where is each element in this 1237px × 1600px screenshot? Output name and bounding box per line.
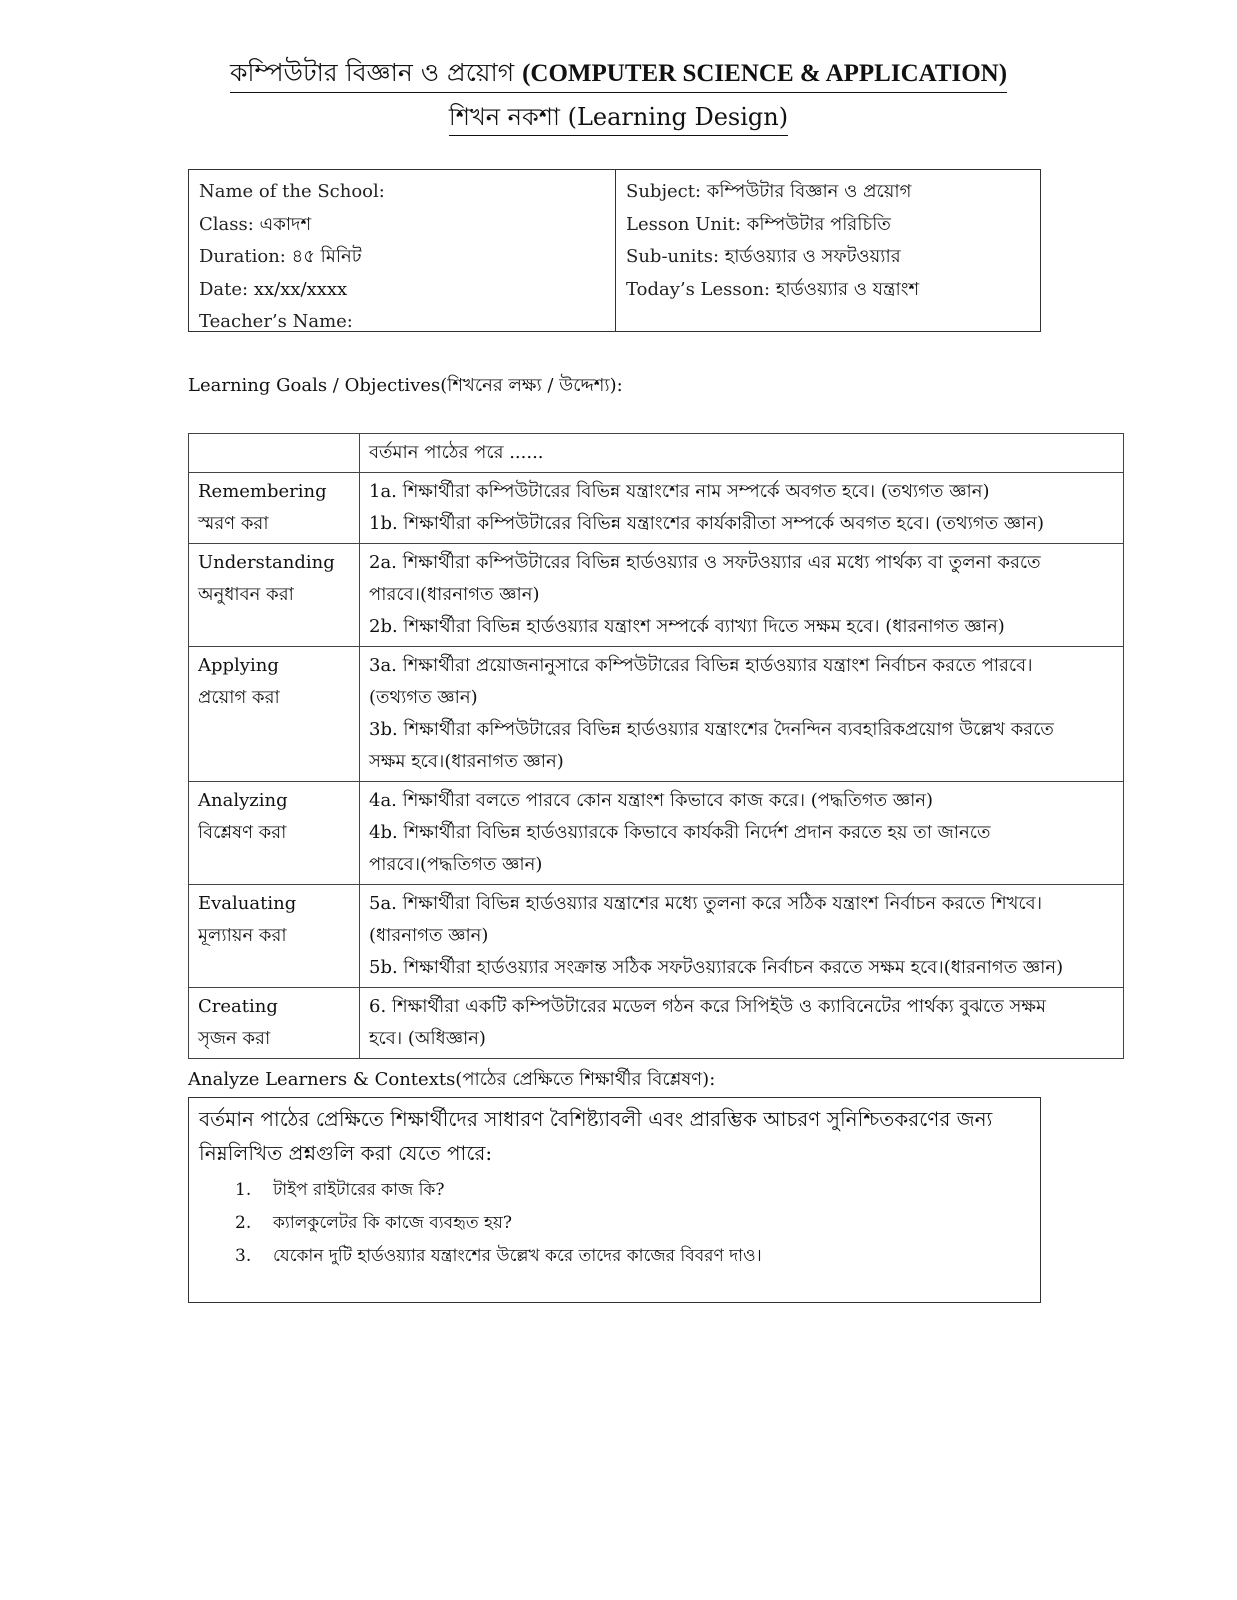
level-cell xyxy=(189,988,360,1059)
objective-line: 4b. শিক্ষার্থীরা বিভিন্ন হার্ডওয়্যারকে কিভাবে কার্যকরী নির্দেশ প্রদান করতে হয় তা জানতে xyxy=(369,822,991,843)
question-text: টাইপ রাইটারের কাজ কি? xyxy=(273,1180,445,1200)
today-row xyxy=(626,274,1030,307)
objective-line: (ধারনাগত জ্ঞান) xyxy=(369,925,489,946)
subject-label: Subject: xyxy=(626,181,702,202)
level-bn: অনুধাবন করা xyxy=(198,584,294,605)
objective-line: পারবে।(পদ্ধতিগত জ্ঞান) xyxy=(369,854,543,875)
objective-cell xyxy=(360,988,1124,1059)
school-label: Name of the School: xyxy=(199,181,385,202)
info-left-column xyxy=(189,170,616,331)
page-title-underline xyxy=(230,56,1007,93)
date-label: Date: xyxy=(199,278,249,300)
level-bn: স্মরণ করা xyxy=(198,513,269,534)
level-en: Evaluating xyxy=(198,893,297,914)
question-list xyxy=(199,1174,1030,1273)
goals-heading: Learning Goals / Objectives(শিখনের লক্ষ্য / উদ্দেশ্য): xyxy=(188,375,623,396)
question-number: 1. xyxy=(235,1180,252,1200)
teacher-row xyxy=(199,306,605,339)
goals-table xyxy=(188,433,1124,1059)
analyze-intro-line: বর্তমান পাঠের প্রেক্ষিতে শিক্ষার্থীদের সাধারণ বৈশিষ্ট্যাবলী এবং প্রারম্ভিক আচরণ সুনিশ্চিতকরণের জন্য xyxy=(199,1107,993,1131)
goal-row-applying xyxy=(189,647,1124,782)
objective-cell xyxy=(360,782,1124,885)
objective-line: সক্ষম হবে।(ধারনাগত জ্ঞান) xyxy=(369,751,564,772)
objective-cell xyxy=(360,473,1124,544)
analyze-heading: Analyze Learners & Contexts(পাঠের প্রেক্ষিতে শিক্ষার্থীর বিশ্লেষণ): xyxy=(188,1069,716,1090)
level-bn: প্রয়োগ করা xyxy=(198,687,280,708)
level-cell xyxy=(189,473,360,544)
question-number: 2. xyxy=(235,1213,252,1233)
class-label: Class: xyxy=(199,213,254,235)
objective-line: (তথ্যগত জ্ঞান) xyxy=(369,687,478,708)
list-item xyxy=(235,1240,1030,1273)
list-item xyxy=(235,1174,1030,1207)
objective-line: 3a. শিক্ষার্থীরা প্রয়োজনানুসারে কম্পিউটারের বিভিন্ন হার্ডওয়্যার যন্ত্রাংশ নির্বাচন করতে পারবে। xyxy=(369,655,1033,676)
question-text: যেকোন দুটি হার্ডওয়্যার যন্ত্রাংশের উল্লেখ করে তাদের কাজের বিবরণ দাও। xyxy=(273,1246,762,1266)
class-value: একাদশ xyxy=(259,213,312,235)
duration-value: ৪৫ মিনিট xyxy=(291,246,362,267)
level-en: Analyzing xyxy=(198,790,288,811)
objective-cell xyxy=(360,885,1124,988)
subunits-label: Sub-units: xyxy=(626,246,720,267)
date-value: xx/xx/xxxx xyxy=(253,278,348,300)
subunits-row xyxy=(626,241,1030,274)
objective-line: 2a. শিক্ষার্থীরা কম্পিউটারের বিভিন্ন হার্ডওয়্যার ও সফটওয়্যার এর মধ্যে পার্থক্য বা তুলনা করতে xyxy=(369,552,1041,573)
level-en: Understanding xyxy=(198,552,335,573)
lesson-info-box xyxy=(188,169,1041,332)
duration-row xyxy=(199,241,605,274)
teacher-label: Teacher’s Name: xyxy=(199,311,353,332)
unit-row xyxy=(626,209,1030,242)
analyze-intro-line: নিম্নলিখিত প্রশ্নগুলি করা যেতে পারে: xyxy=(199,1141,493,1165)
unit-label: Lesson Unit: xyxy=(626,213,742,235)
page-subtitle xyxy=(0,100,1237,136)
page-title xyxy=(0,56,1237,93)
analyze-intro xyxy=(199,1102,1030,1170)
title-bengali: কম্পিউটার বিজ্ঞান ও প্রয়োগ xyxy=(229,58,515,87)
level-en: Creating xyxy=(198,996,278,1017)
today-label: Today’s Lesson: xyxy=(626,278,771,300)
goals-header-cell: বর্তমান পাঠের পরে ...... xyxy=(360,434,1124,473)
school-row xyxy=(199,176,605,209)
list-item xyxy=(235,1207,1030,1240)
objective-line: হবে। (অধিজ্ঞান) xyxy=(369,1028,486,1049)
today-value: হার্ডওয়্যার ও যন্ত্রাংশ xyxy=(775,278,920,300)
question-number: 3. xyxy=(235,1246,252,1266)
level-cell xyxy=(189,885,360,988)
objective-line: 4a. শিক্ষার্থীরা বলতে পারবে কোন যন্ত্রাংশ কিভাবে কাজ করে। (পদ্ধতিগত জ্ঞান) xyxy=(369,790,934,811)
level-en: Remembering xyxy=(198,481,327,502)
class-row xyxy=(199,209,605,242)
goal-row-remembering xyxy=(189,473,1124,544)
goal-row-creating xyxy=(189,988,1124,1059)
level-bn: সৃজন করা xyxy=(198,1028,271,1049)
objective-line: 1b. শিক্ষার্থীরা কম্পিউটারের বিভিন্ন যন্ত্রাংশের কার্যকারীতা সম্পর্কে অবগত হবে। (তথ্যগত জ্ঞান) xyxy=(369,513,1045,534)
objective-cell xyxy=(360,647,1124,782)
level-bn: বিশ্লেষণ করা xyxy=(198,822,287,843)
objective-line: 1a. শিক্ষার্থীরা কম্পিউটারের বিভিন্ন যন্ত্রাংশের নাম সম্পর্কে অবগত হবে। (তথ্যগত জ্ঞান) xyxy=(369,481,990,502)
subject-row xyxy=(626,176,1030,209)
objective-line: 6. শিক্ষার্থীরা একটি কম্পিউটারের মডেল গঠন করে সিপিইউ ও ক্যাবিনেটের পার্থক্য বুঝতে সক্ষম xyxy=(369,996,1046,1017)
goals-header-empty-cell xyxy=(189,434,360,473)
level-cell xyxy=(189,544,360,647)
goal-row-understanding xyxy=(189,544,1124,647)
subunits-value: হার্ডওয়্যার ও সফটওয়্যার xyxy=(724,246,901,267)
question-text: ক্যালকুলেটর কি কাজে ব্যবহৃত হয়? xyxy=(273,1213,513,1233)
level-bn: মূল্যায়ন করা xyxy=(198,925,287,946)
subtitle-text: শিখন নকশা (Learning Design) xyxy=(449,100,788,136)
goal-row-analyzing xyxy=(189,782,1124,885)
level-cell xyxy=(189,782,360,885)
objective-line: পারবে।(ধারনাগত জ্ঞান) xyxy=(369,584,540,605)
goal-row-evaluating xyxy=(189,885,1124,988)
goals-header-row xyxy=(189,434,1124,473)
date-row xyxy=(199,274,605,307)
level-en: Applying xyxy=(198,655,279,676)
objective-line: 5a. শিক্ষার্থীরা বিভিন্ন হার্ডওয়্যার যন্ত্রাশের মধ্যে তুলনা করে সঠিক যন্ত্রাংশ নির্বাচন করতে শিখবে। xyxy=(369,893,1043,914)
title-english: (COMPUTER SCIENCE & APPLICATION) xyxy=(522,60,1008,87)
subject-value: কম্পিউটার বিজ্ঞান ও প্রয়োগ xyxy=(706,181,912,202)
objective-line: 5b. শিক্ষার্থীরা হার্ডওয়্যার সংক্রান্ত সঠিক সফটওয়্যারকে নির্বাচন করতে সক্ষম হবে।(ধারনাগত জ্ঞান) xyxy=(369,957,1064,978)
objective-cell xyxy=(360,544,1124,647)
level-cell xyxy=(189,647,360,782)
unit-value: কম্পিউটার পরিচিতি xyxy=(746,213,891,235)
analyze-box xyxy=(188,1097,1041,1303)
info-right-column xyxy=(616,170,1040,331)
objective-line: 2b. শিক্ষার্থীরা বিভিন্ন হার্ডওয়্যার যন্ত্রাংশ সম্পর্কে ব্যাখ্যা দিতে সক্ষম হবে। (ধারনাগত জ্ঞান) xyxy=(369,616,1005,637)
objective-line: 3b. শিক্ষার্থীরা কম্পিউটারের বিভিন্ন হার্ডওয়্যার যন্ত্রাংশের দৈনন্দিন ব্যবহারিকপ্রয়োগ উল্লেখ করতে xyxy=(369,719,1054,740)
duration-label: Duration: xyxy=(199,246,286,267)
